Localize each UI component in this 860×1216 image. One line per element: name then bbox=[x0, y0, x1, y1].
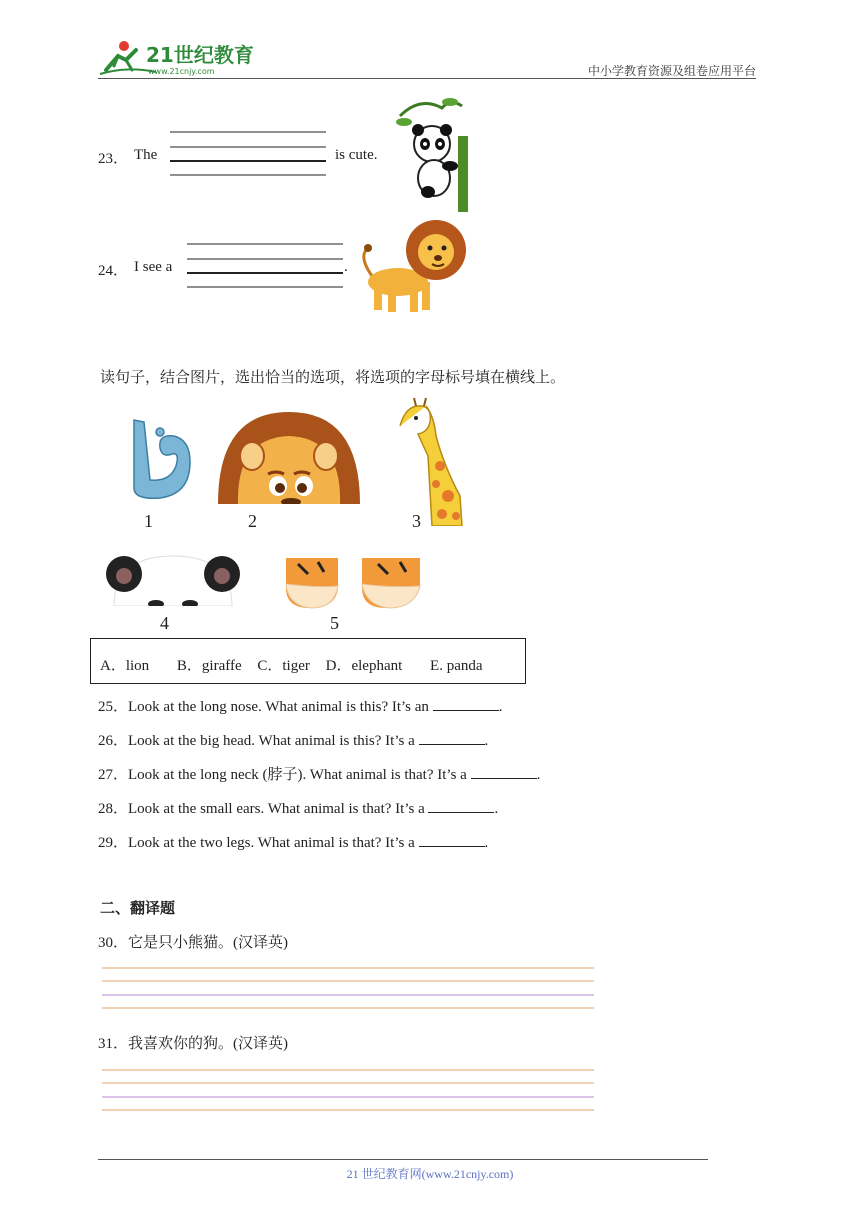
question-end: . bbox=[498, 699, 503, 715]
question-number: 27． bbox=[98, 767, 129, 783]
answer-blank-27[interactable] bbox=[471, 766, 537, 779]
question-29 bbox=[98, 831, 488, 852]
choice-b: B．giraffe bbox=[176, 658, 242, 674]
question-28 bbox=[98, 797, 498, 818]
q24-number: 24． bbox=[98, 263, 129, 279]
question-text: Look at the two legs. What animal is that? It’s a bbox=[128, 835, 415, 851]
logo-url: www.21cnjy.com bbox=[148, 67, 215, 76]
question-end: . bbox=[536, 767, 541, 783]
question-number: 30． bbox=[98, 935, 129, 951]
choice-c: C．tiger bbox=[257, 658, 310, 674]
q24-before: I see a bbox=[134, 259, 173, 275]
site-logo bbox=[96, 36, 276, 80]
answer-lines-30[interactable] bbox=[102, 966, 594, 1010]
choice-e: E. panda bbox=[430, 658, 483, 674]
footer-text: 21 世纪教育网(www.21cnjy.com) bbox=[346, 1167, 514, 1181]
section-title-translation: 二、翻译题 bbox=[100, 899, 176, 917]
answer-lines-31[interactable] bbox=[102, 1068, 594, 1112]
logo-text: 21世纪教育 bbox=[146, 43, 254, 67]
question-text: Look at the long nose. What animal is this? It’s an bbox=[128, 699, 429, 715]
lion-head-image bbox=[218, 412, 360, 504]
q23-after: is cute. bbox=[335, 147, 378, 163]
elephant-trunk-image bbox=[130, 418, 194, 502]
question-text: Look at the big head. What animal is this? It’s a bbox=[128, 733, 415, 749]
instruction-text: 读句子，结合图片，选出恰当的选项，将选项的字母标号填在横线上。 bbox=[100, 370, 566, 386]
question-end: . bbox=[494, 801, 499, 817]
q23-number: 23． bbox=[98, 151, 129, 167]
question-31 bbox=[98, 1032, 288, 1053]
picture-number-5: 5 bbox=[330, 613, 339, 633]
choice-d: D．elephant bbox=[325, 658, 403, 674]
giraffe-image bbox=[396, 396, 466, 526]
question-25 bbox=[98, 695, 502, 716]
question-text: 它是只小熊猫。(汉译英) bbox=[128, 935, 289, 951]
question-number: 29． bbox=[98, 835, 129, 851]
picture-number-4: 4 bbox=[160, 613, 169, 633]
question-text: Look at the small ears. What animal is that? It’s a bbox=[128, 801, 425, 817]
lion-walking-image bbox=[352, 216, 470, 316]
question-number: 28． bbox=[98, 801, 129, 817]
question-26 bbox=[98, 729, 488, 750]
q23-before: The bbox=[134, 147, 158, 163]
picture-number-1: 1 bbox=[144, 511, 153, 531]
question-text: Look at the long neck (脖子). What animal is that? It’s a bbox=[128, 767, 467, 783]
q24-four-line-blank[interactable] bbox=[185, 240, 345, 288]
answer-blank-25[interactable] bbox=[433, 698, 499, 711]
picture-number-3: 3 bbox=[412, 511, 421, 531]
choice-a: A．lion bbox=[100, 658, 150, 674]
tiger-paws-image bbox=[278, 558, 424, 610]
q23-four-line-blank[interactable] bbox=[168, 128, 328, 176]
question-text: 我喜欢你的狗。(汉译英) bbox=[128, 1036, 289, 1052]
question-end: . bbox=[484, 835, 489, 851]
question-30 bbox=[98, 931, 288, 952]
q24-after: . bbox=[344, 259, 348, 275]
question-number: 26． bbox=[98, 733, 129, 749]
question-number: 25． bbox=[98, 699, 129, 715]
picture-number-2: 2 bbox=[248, 511, 257, 531]
header-right-text: 中小学教育资源及组卷应用平台 bbox=[587, 64, 756, 78]
answer-blank-26[interactable] bbox=[419, 732, 485, 745]
panda-head-image bbox=[104, 552, 242, 606]
header-divider bbox=[98, 78, 756, 79]
question-27 bbox=[98, 763, 540, 784]
footer-divider bbox=[98, 1159, 708, 1160]
answer-blank-28[interactable] bbox=[428, 800, 494, 813]
choices-row bbox=[100, 654, 495, 675]
panda-climbing-image bbox=[390, 96, 482, 212]
question-number: 31． bbox=[98, 1036, 129, 1052]
answer-blank-29[interactable] bbox=[419, 834, 485, 847]
question-end: . bbox=[484, 733, 489, 749]
